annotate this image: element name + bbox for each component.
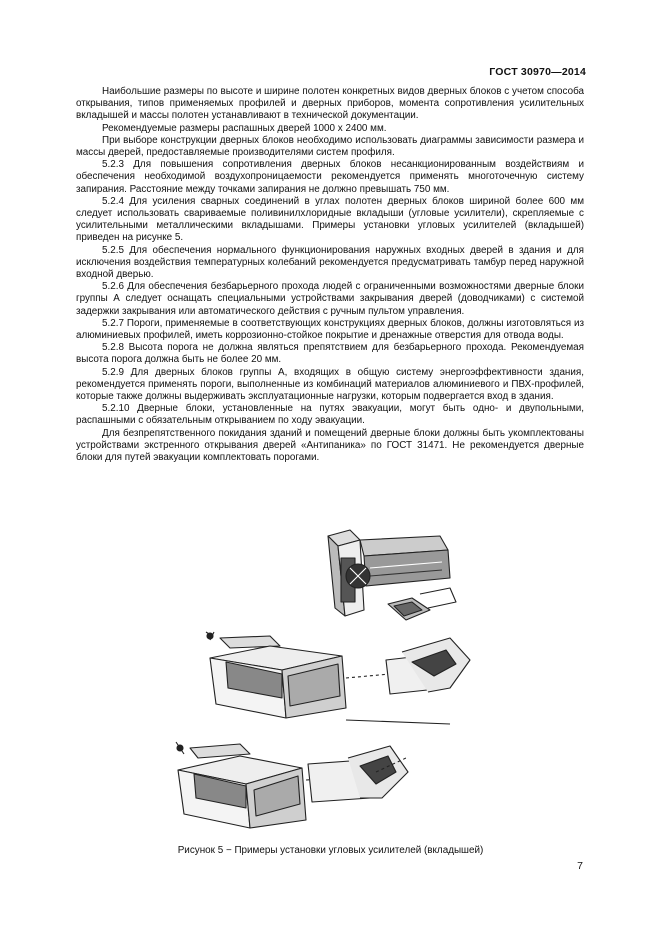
paragraph: Наибольшие размеры по высоте и ширине полотен конкретных видов дверных блоков с учетом способа открывания, типов применяемых профилей и дверных приборов, момента сопротивления усилительных вкладышей и массы полотен устанавливают в технической документации.: [76, 86, 584, 122]
document-code: ГОСТ 30970—2014: [489, 66, 586, 78]
figure-drawing: [150, 528, 500, 840]
figure-corner-reinforcements: [150, 528, 500, 840]
paragraph: 5.2.4 Для усиления сварных соединений в углах полотен дверных блоков шириной более 600 мм следует использовать свариваемые поливинилхлоридные вкладыши (угловые усилители), скрепляемые с усилительными металлическими вкладышами. Примеры установки угловых усилителей (вкладышей) приведен на рисунке 5.: [76, 195, 584, 244]
paragraph: Рекомендуемые размеры распашных дверей 1000 х 2400 мм.: [102, 122, 387, 134]
body-text: [76, 86, 584, 464]
paragraph: 5.2.7 Пороги, применяемые в соответствующих конструкциях дверных блоков, должны изготовляться из алюминиевых профилей, иметь коррозионно-стойкое покрытие и дренажные отверстия для отвода воды.: [76, 317, 584, 342]
paragraph: 5.2.3 Для повышения сопротивления дверных блоков несанкционированным воздействиям и обеспечения необходимой воздухопроницаемости рекомендуется применять многоточечную систему запирания. Расстояние между точками запирания не должно превышать 750 мм.: [76, 159, 584, 195]
paragraph: 5.2.10 Дверные блоки, установленные на путях эвакуации, могут быть одно- и двупольными, распашными с обязательным открыванием по ходу эвакуации.: [76, 403, 584, 427]
paragraph: 5.2.8 Высота порога не должна являться препятствием для безбарьерного прохода. Рекомендуемая высота порога должна быть не более 20 мм.: [76, 342, 584, 366]
illustration-middle: [206, 632, 470, 724]
paragraph: Для безпрепятственного покидания зданий и помещений дверные блоки должны быть укомплектованы устройствами экстренного открывания дверей «Антипаника» по ГОСТ 31471. Не рекомендуется дверные блоки для путей эвакуации комплектовать порогами.: [76, 427, 584, 464]
paragraph: 5.2.6 Для обеспечения безбарьерного прохода людей с ограниченными возможностями дверные блоки группы А следует оснащать специальными устройствами закрывания дверей (доводчиками) с системой задержки закрывания или автоматического действия с ручным пультом управления.: [76, 281, 584, 317]
paragraph: При выборе конструкции дверных блоков необходимо использовать диаграммы зависимости размера и массы дверей, предоставляемые производителями систем профиля.: [76, 134, 584, 159]
figure-caption: Рисунок 5 − Примеры установки угловых усилителей (вкладышей): [177, 845, 484, 856]
paragraph: 5.2.9 Для дверных блоков группы А, входящих в общую систему энергоэффективности здания, рекомендуется применять пороги, выполненные из комбинаций материалов алюминиевого и ПВХ-профилей, которые также должны выдерживать эксплуатационные нагрузки, которым подвергается вход в здания.: [76, 366, 584, 403]
paragraph: 5.2.5 Для обеспечения нормального функционирования наружных входных дверей в здания и для исключения воздействия температурных колебаний рекомендуется предусматривать тамбур перед наружной входной дверью.: [76, 244, 584, 281]
illustration-bottom: [176, 742, 408, 828]
illustration-top: [328, 530, 456, 620]
page-number: 7: [577, 860, 583, 872]
